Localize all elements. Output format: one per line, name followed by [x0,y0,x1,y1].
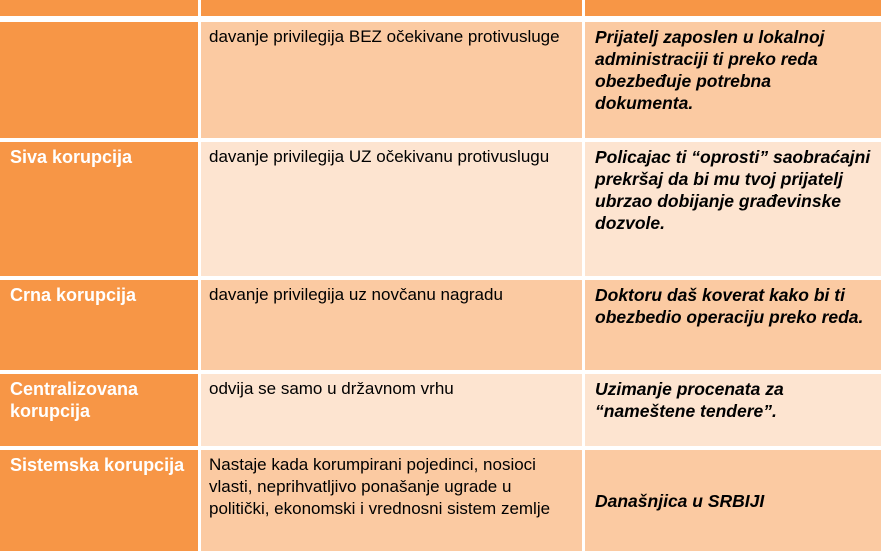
row-1-description: davanje privilegija BEZ očekivane protivusluge [201,22,585,142]
row-4-description: odvija se samo u državnom vrhu [201,374,585,450]
header-cell-2 [201,0,585,22]
row-4-example: Uzimanje procenata za “nameštene tendere”. [585,374,881,450]
row-5-example [585,450,881,551]
row-1-type [0,22,201,142]
row-3-description: davanje privilegija uz novčanu nagradu [201,280,585,374]
row-2-description: davanje privilegija UZ očekivanu protivuslugu [201,142,585,280]
row-4-type: Centralizovana korupcija [0,374,201,450]
row-5-type: Sistemska korupcija [0,450,201,551]
row-5-example-text: Današnjica u SRBIJI [595,490,765,511]
row-3-type: Crna korupcija [0,280,201,374]
header-cell-1 [0,0,201,22]
row-2-type: Siva korupcija [0,142,201,280]
header-cell-3 [585,0,881,22]
row-1-example: Prijatelj zaposlen u lokalnoj administraciji ti preko reda obezbeđuje potrebna dokumenta. [585,22,881,142]
row-2-example: Policajac ti “oprosti” saobraćajni prekršaj da bi mu tvoj prijatelj ubrzao dobijanje građevinske dozvole. [585,142,881,280]
row-5-description: Nastaje kada korumpirani pojedinci, nosioci vlasti, neprihvatljivo ponašanje ugrade u politički, ekonomski i vrednosni sistem zemlje [201,450,585,551]
row-3-example: Doktoru daš koverat kako bi ti obezbedio operaciju preko reda. [585,280,881,374]
